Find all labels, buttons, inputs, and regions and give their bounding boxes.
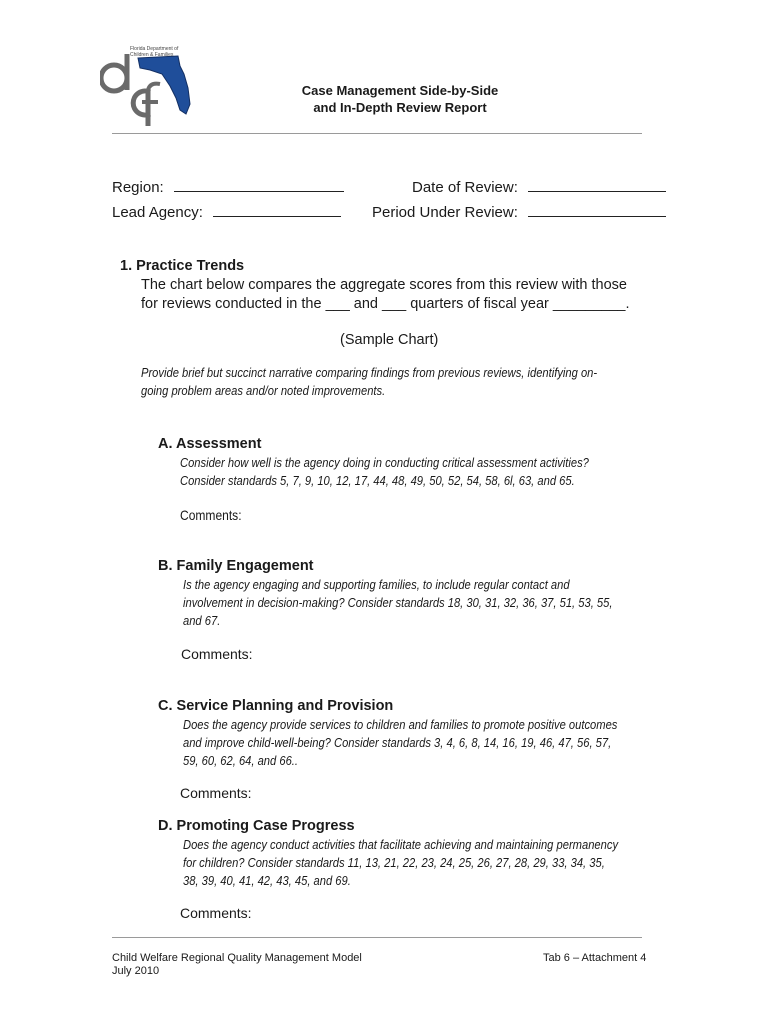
dcf-logo (100, 44, 192, 126)
section-heading-practice-trends: 1. Practice Trends (120, 258, 245, 274)
service-planning-line: 59, 60, 62, 64, and 66.. (183, 753, 299, 768)
title-line-1: Case Management Side-by-Side (301, 83, 499, 98)
subsection-heading-service-planning: C. Service Planning and Provision (158, 698, 394, 714)
section-intro (141, 276, 629, 314)
date-of-review-blank[interactable] (528, 178, 666, 192)
family-engagement-line: involvement in decision-making? Consider standards 18, 30, 31, 32, 36, 37, 51, 53, 55, (183, 595, 613, 610)
header-divider (112, 133, 642, 134)
subsection-heading-assessment: A. Assessment (158, 436, 262, 452)
case-progress-line: 38, 39, 40, 41, 42, 43, 45, and 69. (183, 873, 351, 888)
narrative-line-2: going problem areas and/or noted improvements. (141, 383, 386, 398)
footer-divider (112, 937, 642, 938)
case-progress-comments-label: Comments: (180, 905, 252, 921)
lead-agency-blank[interactable] (213, 203, 341, 217)
lead-agency-field (112, 203, 341, 221)
subsection-case-progress-text (183, 836, 689, 890)
narrative-line-1: Provide brief but succinct narrative comparing findings from previous reviews, identifying on- (141, 365, 598, 380)
footer-tab-attachment: Tab 6 – Attachment 4 (543, 952, 647, 964)
service-planning-line: and improve child-well-being? Consider standards 3, 4, 6, 8, 14, 16, 19, 46, 47, 56, 57, (183, 735, 612, 750)
logo-text: Florida Department of Children & Families (130, 46, 179, 58)
intro-line-1: The chart below compares the aggregate scores from this review with those (141, 277, 627, 293)
subsection-heading-family-engagement: B. Family Engagement (158, 558, 314, 574)
region-blank[interactable] (174, 178, 344, 192)
region-field (112, 178, 344, 196)
title-line-2: and In-Depth Review Report (313, 100, 487, 115)
comments-text: Comments: (180, 507, 242, 523)
subsection-family-engagement-text (183, 576, 682, 630)
sample-chart-label: (Sample Chart) (340, 332, 439, 348)
date-of-review-field (412, 178, 666, 196)
assessment-line: Consider standards 5, 7, 9, 10, 12, 17, 44, 48, 49, 50, 52, 54, 58, 6l, 63, and 65. (180, 473, 575, 488)
footer-left (112, 952, 362, 978)
lead-agency-label: Lead Agency: (112, 204, 203, 221)
intro-line-2: for reviews conducted in the ___ and ___ quarters of fiscal year _________. (141, 296, 630, 312)
family-engagement-line: Is the agency engaging and supporting families, to include regular contact and (183, 577, 570, 592)
report-title (250, 82, 550, 116)
case-progress-line: Does the agency conduct activities that facilitate achieving and maintaining permanency (183, 837, 619, 852)
footer-date: July 2010 (112, 965, 160, 977)
subsection-assessment-text (180, 454, 655, 490)
family-engagement-line: and 67. (183, 613, 221, 628)
subsection-heading-case-progress: D. Promoting Case Progress (158, 818, 355, 834)
narrative-instructions (141, 364, 671, 400)
service-planning-line: Does the agency provide services to children and families to promote positive outcomes (183, 717, 618, 732)
period-under-review-label: Period Under Review: (372, 204, 518, 221)
period-under-review-field (372, 203, 666, 221)
service-planning-comments-label: Comments: (180, 785, 252, 801)
subsection-service-planning-text (183, 716, 688, 770)
period-under-review-blank[interactable] (528, 203, 666, 217)
assessment-comments-label (180, 507, 252, 523)
case-progress-line: for children? Consider standards 11, 13, 21, 22, 23, 24, 25, 26, 27, 28, 29, 33, 34, 35, (183, 855, 605, 870)
family-engagement-comments-label: Comments: (181, 646, 253, 662)
assessment-line: Consider how well is the agency doing in conducting critical assessment activities? (180, 455, 589, 470)
date-of-review-label: Date of Review: (412, 179, 518, 196)
footer-model-name: Child Welfare Regional Quality Management Model (112, 952, 362, 964)
region-label: Region: (112, 179, 164, 196)
